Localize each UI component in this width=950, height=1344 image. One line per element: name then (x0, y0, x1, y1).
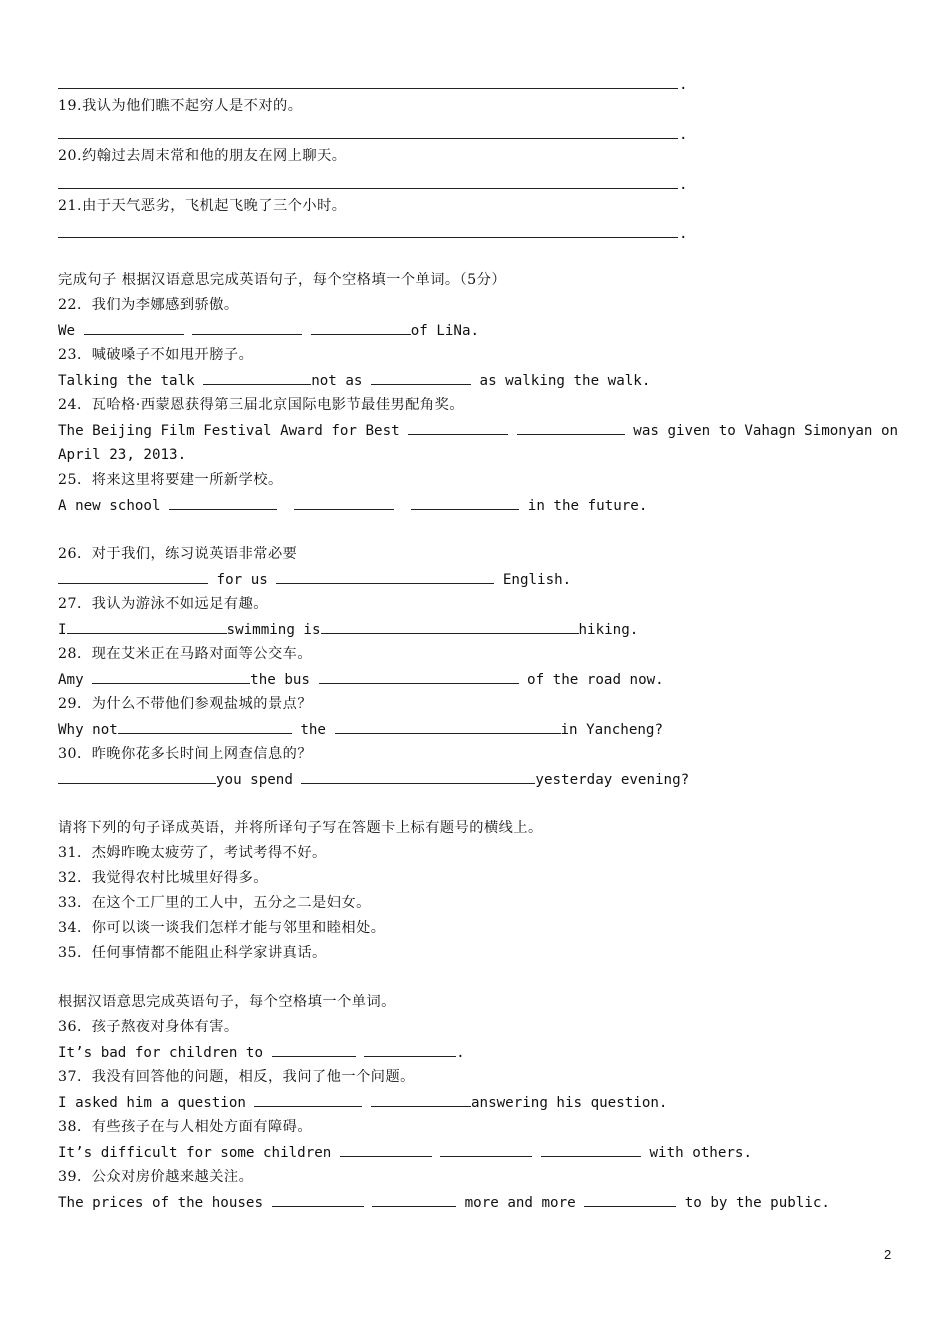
question-number: 21. (58, 198, 83, 214)
page-number: 2 (884, 1247, 892, 1262)
fill-blank[interactable] (340, 1143, 432, 1157)
fill-blank[interactable] (584, 1193, 676, 1207)
fill-blank[interactable] (301, 770, 535, 784)
question-21 (58, 197, 346, 215)
fill-blank[interactable] (92, 670, 250, 684)
question-29-cn: 29．为什么不带他们参观盐城的景点？ (58, 696, 313, 712)
fill-blank[interactable] (272, 1043, 356, 1057)
question-35: 35．任何事情都不能阻止科学家讲真话。 (58, 945, 327, 961)
question-31: 31．杰姆昨晚太疲劳了，考试考得不好。 (58, 845, 327, 861)
fill-blank[interactable] (58, 570, 208, 584)
fill-blank[interactable] (372, 1193, 456, 1207)
fill-blank[interactable] (408, 421, 508, 435)
question-24-cn: 24．瓦哈格·西蒙恩获得第三届北京国际电影节最佳男配角奖。 (58, 397, 464, 413)
question-24-en-cont: April 23, 2013. (58, 447, 187, 463)
question-36-en: It’s bad for children to . (58, 1045, 465, 1061)
answer-line (58, 138, 678, 139)
question-28-cn: 28．现在艾米正在马路对面等公交车。 (58, 646, 313, 662)
fill-blank[interactable] (335, 720, 561, 734)
fill-blank[interactable] (272, 1193, 364, 1207)
fill-blank[interactable] (517, 421, 625, 435)
question-25-en: A new school in the future. (58, 498, 648, 514)
answer-dot: . (679, 127, 688, 143)
question-34: 34．你可以谈一谈我们怎样才能与邻里和睦相处。 (58, 920, 386, 936)
fill-blank[interactable] (321, 620, 579, 634)
fill-blank[interactable] (440, 1143, 532, 1157)
question-39-en: The prices of the houses more and more to by the public. (58, 1195, 830, 1211)
fill-blank[interactable] (58, 770, 216, 784)
answer-dot: . (679, 77, 688, 93)
fill-blank[interactable] (541, 1143, 641, 1157)
question-38-en: It’s difficult for some children with others. (58, 1145, 753, 1161)
fill-blank[interactable] (371, 371, 471, 385)
fill-blank[interactable] (276, 570, 494, 584)
fill-blank[interactable] (364, 1043, 456, 1057)
question-26-cn: 26．对于我们，练习说英语非常必要 (58, 546, 298, 562)
question-25-cn: 25．将来这里将要建一所新学校。 (58, 472, 283, 488)
question-29-en: Why not the in Yancheng? (58, 722, 664, 738)
section-heading: 完成句子 根据汉语意思完成英语句子，每个空格填一个单词。（5分） (58, 272, 507, 288)
question-32: 32．我觉得农村比城里好得多。 (58, 870, 268, 886)
question-37-cn: 37．我没有回答他的问题，相反，我问了他一个问题。 (58, 1069, 415, 1085)
question-number: 20. (58, 148, 83, 164)
fill-blank[interactable] (254, 1093, 362, 1107)
answer-line (58, 88, 678, 89)
question-22-en: We of LiNa. (58, 323, 480, 339)
fill-blank[interactable] (203, 371, 311, 385)
answer-dot: . (679, 177, 688, 193)
question-30-cn: 30．昨晚你花多长时间上网查信息的？ (58, 746, 313, 762)
question-24-en: The Beijing Film Festival Award for Best was given to Vahagn Simonyan on (58, 423, 899, 439)
fill-blank[interactable] (319, 670, 519, 684)
fill-blank[interactable] (192, 321, 302, 335)
fill-blank[interactable] (371, 1093, 471, 1107)
question-27-en: I swimming is hiking. (58, 622, 639, 638)
question-19 (58, 97, 302, 115)
fill-blank[interactable] (294, 496, 394, 510)
question-38-cn: 38．有些孩子在与人相处方面有障碍。 (58, 1119, 313, 1135)
question-22-cn: 22．我们为李娜感到骄傲。 (58, 297, 239, 313)
question-37-en: I asked him a question answering his question. (58, 1095, 668, 1111)
section-heading: 根据汉语意思完成英语句子，每个空格填一个单词。 (58, 994, 396, 1010)
question-text: 约翰过去周末常和他的朋友在网上聊天。 (82, 148, 347, 164)
fill-blank[interactable] (118, 720, 292, 734)
question-text: 由于天气恶劣，飞机起飞晚了三个小时。 (82, 198, 347, 214)
question-20 (58, 147, 346, 165)
question-23-cn: 23．喊破嗓子不如甩开膀子。 (58, 347, 254, 363)
question-text: 我认为他们瞧不起穷人是不对的。 (82, 98, 303, 114)
question-26-en: for us English. (58, 570, 571, 588)
fill-blank[interactable] (67, 620, 227, 634)
question-36-cn: 36．孩子熬夜对身体有害。 (58, 1019, 239, 1035)
answer-line (58, 188, 678, 189)
fill-blank[interactable] (311, 321, 411, 335)
question-30-en: you spend yesterday evening? (58, 770, 689, 788)
question-28-en: Amy the bus of the road now. (58, 672, 664, 688)
question-27-cn: 27．我认为游泳不如远足有趣。 (58, 596, 268, 612)
section-heading: 请将下列的句子译成英语，并将所译句子写在答题卡上标有题号的横线上。 (58, 820, 543, 836)
fill-blank[interactable] (84, 321, 184, 335)
question-number: 19. (58, 98, 83, 114)
fill-blank[interactable] (169, 496, 277, 510)
question-23-en: Talking the talk not as as walking the walk. (58, 373, 651, 389)
fill-blank[interactable] (411, 496, 519, 510)
answer-dot: . (679, 226, 688, 242)
question-39-cn: 39．公众对房价越来越关注。 (58, 1169, 254, 1185)
answer-line (58, 237, 678, 238)
question-33: 33．在这个工厂里的工人中，五分之二是妇女。 (58, 895, 371, 911)
